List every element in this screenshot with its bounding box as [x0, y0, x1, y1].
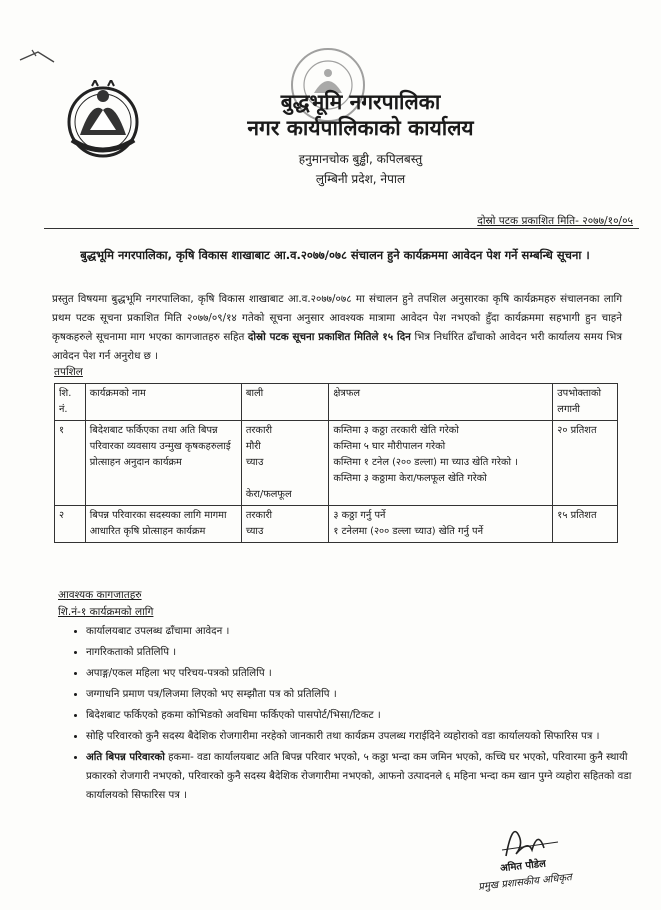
header-crop: बाली: [241, 384, 329, 421]
notice-subject: बुद्धभूमि नगरपालिका, कृषि विकास शाखाबाट आ.व.२०७७/०७८ संचालन हुने कार्यक्रममा आवेदन पेश गर्ने सम्बन्धि सूचना ।: [80, 248, 590, 262]
requirements-title: आवश्यक कागजातहरु: [58, 589, 142, 601]
row-crops: [241, 421, 329, 506]
table-header-row: [55, 384, 618, 421]
crop-item: केरा/फलफूल: [245, 489, 292, 500]
crop-item: तरकारी: [245, 510, 273, 521]
list-item: • सोहि परिवारको कुनै सदस्य बैदेशिक रोजगारीमा नरहेको जानकारी तथा कार्यक्रम उपलब्ध गराईदिने व्यहोराको वडा कार्यालयको सिफारिस पत्र ।: [86, 727, 642, 746]
row-program-name: बिपन्न परिवारका सदस्यका लागि मागमा आधारित कृषि प्रोत्साहन कार्यक्रम: [85, 506, 241, 543]
area-item: ३ कठ्ठा गर्नु पर्ने: [333, 510, 386, 521]
row-crops: [241, 506, 329, 543]
list-item: • कार्यालयबाट उपलब्ध ढाँचामा आवेदन ।: [86, 622, 642, 641]
area-item: कम्तिमा ५ घार मौरीपालन गरेको: [333, 441, 446, 452]
header-sn: शि. नं.: [55, 384, 86, 421]
signature-icon: [468, 820, 588, 860]
list-item: • बिदेशबाट फर्किएको हकमा कोभिडको अवधिमा फर्किएको पासपोर्ट/भिसा/टिकट ।: [86, 706, 642, 725]
table-row: [55, 506, 618, 543]
header-program-name: कार्यक्रमको नाम: [85, 384, 241, 421]
crop-item: तरकारी: [245, 425, 273, 436]
address-line-2: लुम्बिनी प्रदेश, नेपाल: [315, 172, 406, 186]
row-sn: १: [55, 421, 86, 506]
publication-date: दोस्रो पटक प्रकाशित मिति- २०७७/१०/०५: [477, 215, 633, 227]
area-item: १ टनेलमा (२०० डल्ला च्याउ) खेति गर्नु पर्ने: [333, 526, 484, 537]
area-item: कम्तिमा ३ कठ्ठा तरकारी खेति गरेको: [333, 425, 459, 436]
signatory-title: प्रमुख प्रशासकीय अधिकृत: [477, 872, 573, 893]
intro-tail-text: भित्र निर्धारित ढाँचाको आवेदन भरी कार्यालय समय भित्र आवेदन पेश गर्न अनुरोध छ ।: [52, 331, 623, 362]
office-name: नगर कार्यपालिकाको कार्यालय: [247, 116, 474, 140]
municipality-name: बुद्धभूमि नगरपालिका: [280, 90, 441, 114]
crop-item: च्याउ: [245, 526, 264, 537]
intro-bold-text: दोस्रो पटक सूचना प्रकाशित मितिले १५ दिन: [247, 331, 411, 343]
table-title: तपशिल: [54, 366, 83, 378]
header-area: क्षेत्रफल: [329, 384, 553, 421]
table-row: [55, 421, 618, 506]
area-item: कम्तिमा १ टनेल (२०० डल्ला) मा च्याउ खेति गरेको ।: [333, 457, 518, 468]
address-line-1: हनुमानचोक बुड्ढी, कपिलबस्तु: [298, 152, 423, 166]
list-item: • जग्गाधनि प्रमाण पत्र/लिजमा लिएको भए सम्झौता पत्र को प्रतिलिपि ।: [86, 685, 642, 704]
row-areas: [329, 421, 553, 506]
area-item: कम्तिमा ३ कठ्ठामा केरा/फलफूल खेति गरेको: [333, 473, 487, 484]
crop-item: च्याउ: [245, 457, 264, 468]
row-program-name: बिदेशबाट फर्किएका तथा अति बिपन्न परिवारका व्यवसाय उन्मुख कृषकहरुलाई प्रोत्साहन अनुदान कार्यक्रम: [85, 421, 241, 506]
list-item: • नागरिकताको प्रतिलिपि ।: [86, 643, 642, 662]
last-item-text: हकमा- वडा कार्यालयबाट अति बिपन्न परिवार भएको, ५ कठ्ठा भन्दा कम जमिन भएको, कच्चि घर भएको, परिवारमा कुनै स्थायी प्रकारको रोजगारी नभएको, परिवारको कुनै सदस्य बैदेशिक रोजगारीमा नभएको, आफनो उत्पादनले ६ महिना भन्दा कम खान पुग्ने व्यहोरा सहितको वडा कार्यालयको सिफारिस पत्र ।: [86, 752, 632, 801]
header-divider: [44, 228, 639, 229]
corner-pen-mark: [18, 46, 58, 68]
requirements-subtitle: शि.नं-१ कार्यक्रमको लागि: [58, 606, 154, 618]
signatory-name: अमित पौडेल: [499, 858, 547, 875]
list-item: [86, 748, 642, 805]
program-table: [54, 383, 618, 543]
last-item-bold: अति बिपन्न परिवारको: [86, 752, 165, 763]
requirements-list: [58, 622, 642, 807]
list-item: • अपाङ्ग/एकल महिला भए परिचय-पत्रको प्रतिलिपि ।: [86, 664, 642, 683]
header-contribution: उपभोक्ताको लगानी: [553, 384, 618, 421]
row-contribution: १५ प्रतिशत: [553, 506, 618, 543]
row-contribution: २० प्रतिशत: [553, 421, 618, 506]
crop-item: मौरी: [245, 441, 261, 452]
intro-paragraph: [52, 290, 622, 366]
row-sn: २: [55, 506, 86, 543]
intro-text: प्रस्तुत विषयमा बुद्धभूमि नगरपालिका, कृषि विकास शाखाबाट आ.व.२०७७/०७८ मा संचालन हुने तपशिल अनुसारका कृषि कार्यक्रमहरु संचालनका लागि प्रथम पटक सूचना प्रकाशित मिति २०७७/०९/१४ गतेको सूचना अनुसार आवश्यक मात्रामा आवेदन पेश नभएको हुँदा कार्यक्रममा सहभागी हुन चाहने कृषकहरुले सूचनामा माग भएका कागजातहरु सहित: [52, 293, 622, 343]
row-areas: [329, 506, 553, 543]
